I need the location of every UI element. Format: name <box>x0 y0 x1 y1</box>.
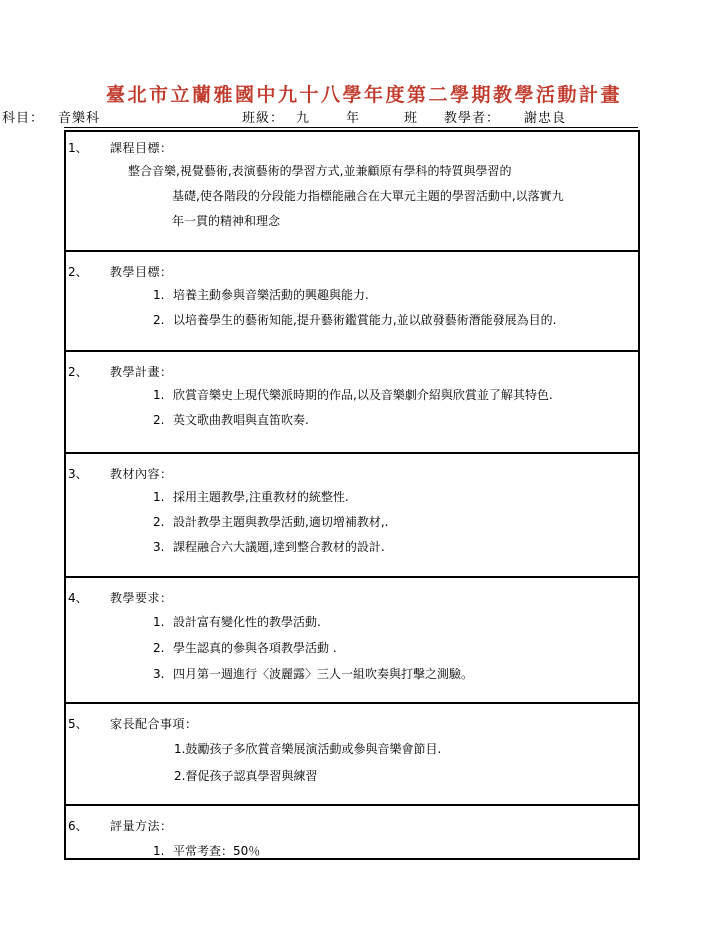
list-item: 2. 設計教學主題與教學活動,適切增補教材,. <box>153 515 389 529</box>
class-grade: 九 <box>296 111 311 126</box>
section-course-goals <box>66 132 638 252</box>
section-teaching-goals <box>66 252 638 352</box>
list-item: 1. 設計富有變化性的教學活動. <box>153 615 321 629</box>
section-number: 6、 <box>68 819 88 833</box>
section-heading: 教學目標： <box>110 265 173 279</box>
section-heading: 教材內容： <box>110 467 173 481</box>
section-number: 1、 <box>68 141 88 155</box>
document-title: 臺北市立蘭雅國中九十八學年度第二學期教學活動計畫 <box>105 84 622 106</box>
class-ban: 班 <box>404 111 419 126</box>
section-heading: 教學計畫： <box>110 365 173 379</box>
paragraph-line: 年一貫的精神和理念 <box>172 214 281 228</box>
section-number: 5、 <box>68 717 88 731</box>
list-item: 2. 學生認真的參與各項教學活動 . <box>153 641 337 655</box>
section-heading: 教學要求： <box>110 591 173 605</box>
section-assessment <box>66 806 638 858</box>
list-item: 1. 欣賞音樂史上現代樂派時期的作品,以及音樂劇介紹與欣賞並了解其特色. <box>153 388 553 402</box>
list-item: 1. 平常考查：50％ <box>153 844 261 858</box>
list-item: 2. 英文歌曲教唱與直笛吹奏. <box>153 413 309 427</box>
list-item: 2.督促孩子認真學習與練習 <box>174 769 318 783</box>
list-item: 3. 四月第一週進行〈波麗露〉三人一組吹奏與打擊之測驗。 <box>153 667 474 681</box>
plan-table <box>64 130 640 860</box>
subject-value: 音樂科 <box>58 111 101 126</box>
section-materials <box>66 454 638 578</box>
class-label: 班級： <box>242 111 285 126</box>
list-item: 1. 採用主題教學,注重教材的統整性. <box>153 490 349 504</box>
section-heading: 家長配合事項： <box>110 717 198 731</box>
header-rule <box>64 127 638 128</box>
class-year: 年 <box>346 111 361 126</box>
list-item: 2. 以培養學生的藝術知能,提升藝術鑑賞能力,並以啟發藝術潛能發展為目的. <box>153 313 557 327</box>
paragraph-line: 整合音樂,視覺藝術,表演藝術的學習方式,並兼顧原有學科的特質與學習的 <box>128 164 512 178</box>
section-number: 4、 <box>68 591 88 605</box>
section-parent-cooperation <box>66 704 638 806</box>
section-requirements <box>66 578 638 704</box>
list-item: 1.鼓勵孩子多欣賞音樂展演活動或參與音樂會節目. <box>174 742 442 756</box>
section-heading: 課程目標： <box>110 141 173 155</box>
section-number: 3、 <box>68 467 88 481</box>
teacher-label: 教學者： <box>444 111 501 126</box>
subject-label: 科目： <box>2 111 45 126</box>
teacher-value: 謝忠良 <box>524 111 567 126</box>
list-item: 3. 課程融合六大議題,達到整合教材的設計. <box>153 540 385 554</box>
list-item: 1. 培養主動參與音樂活動的興趣與能力. <box>153 288 369 302</box>
section-number: 2、 <box>68 265 88 279</box>
section-number: 2、 <box>68 365 88 379</box>
section-teaching-plan <box>66 352 638 454</box>
section-heading: 評量方法： <box>110 819 173 833</box>
paragraph-line: 基礎,使各階段的分段能力指標能融合在大單元主題的學習活動中,以落實九 <box>172 189 564 203</box>
